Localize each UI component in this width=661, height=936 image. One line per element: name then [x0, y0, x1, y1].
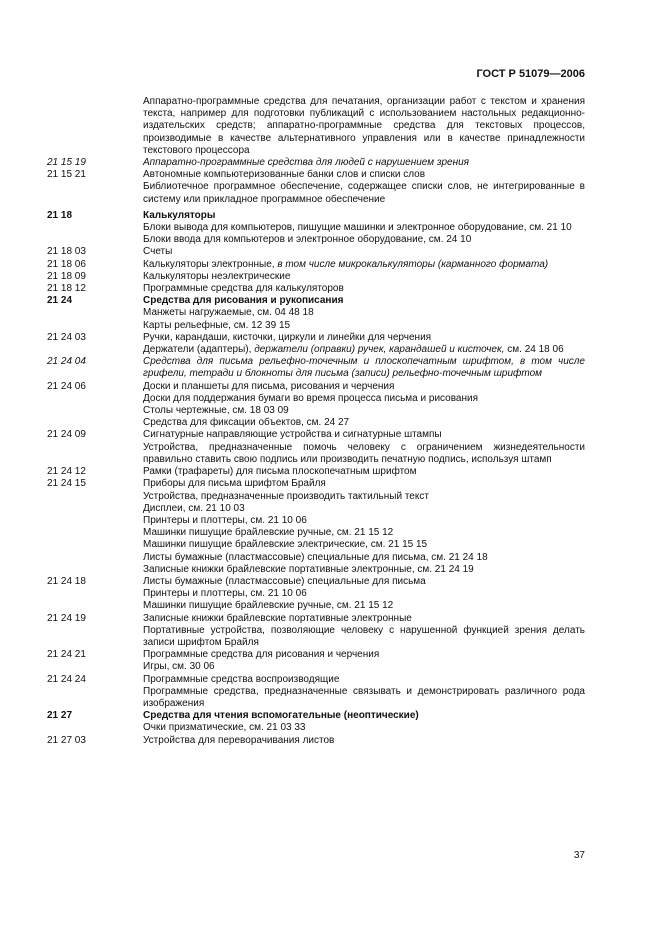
item-text: Портативные устройства, позволяющие человеку с нарушенной функцией зрения делать записи шрифтом Брайля — [143, 624, 585, 648]
item-code: 21 27 03 — [47, 734, 86, 746]
item-code — [47, 417, 143, 429]
list-item — [47, 613, 585, 625]
item-code: 21 18 — [47, 209, 73, 221]
list-item — [47, 381, 585, 393]
list-item — [47, 503, 585, 515]
item-code: 21 24 — [47, 295, 73, 307]
item-code: 21 15 21 — [47, 169, 86, 181]
item-text: Столы чертежные, см. 18 03 09 — [143, 405, 289, 417]
item-code: 21 18 03 — [47, 246, 86, 258]
item-code — [47, 344, 143, 356]
item-text: Приборы для письма шрифтом Брайля — [143, 478, 326, 490]
list-item — [47, 405, 585, 417]
item-text: Средства для чтения вспомогательные (неоптические) — [143, 710, 419, 722]
list-item — [47, 393, 585, 405]
item-code — [47, 307, 143, 319]
item-text: Аппаратно-программные средства для людей с нарушением зрения — [143, 157, 470, 169]
list-item — [47, 222, 585, 234]
list-item — [47, 552, 585, 564]
list-item — [47, 169, 585, 181]
item-code — [47, 320, 143, 332]
item-text: Калькуляторы — [143, 209, 216, 221]
list-item — [47, 491, 585, 503]
item-code — [47, 181, 143, 205]
item-text: Принтеры и плоттеры, см. 21 10 06 — [143, 588, 307, 600]
list-item — [47, 181, 585, 205]
list-item — [47, 234, 585, 246]
item-text: Аппаратно-программные средства для печатания, организации работ с текстом и хранения текста, например для подготовки публикаций с использованием настольных редакционно-издательских средств; аппаратно-программные средства для текстовых процессов, производимые в качестве альтернативного управления или в качестве принадлежности текстового процессора — [143, 96, 585, 156]
item-text: Рамки (трафареты) для письма плоскопечатным шрифтом — [143, 466, 417, 478]
item-code: 21 18 06 — [47, 258, 86, 270]
item-text: Средства для фиксации объектов, см. 24 27 — [143, 417, 350, 429]
item-text: Листы бумажные (пластмассовые) специальные для письма, см. 21 24 18 — [143, 551, 488, 563]
item-code: 21 24 09 — [47, 429, 86, 441]
item-code — [47, 661, 143, 673]
item-text: Машинки пишущие брайлевские электрические, см. 21 15 15 — [143, 539, 428, 551]
item-code — [47, 222, 143, 234]
item-code — [47, 722, 143, 734]
item-code — [47, 552, 143, 564]
list-item — [47, 332, 585, 344]
item-code: 21 27 — [47, 710, 73, 722]
list-item — [47, 539, 585, 551]
item-text: Библиотечное программное обеспечение, содержащее списки слов, не интегрированные в систему или прикладное программное обеспечение — [143, 181, 585, 205]
list-item — [47, 344, 585, 356]
list-item — [47, 307, 585, 319]
item-code — [47, 588, 143, 600]
item-text: Блоки ввода для компьютеров и электронное оборудование, см. 24 10 — [143, 234, 472, 246]
section-heading — [47, 210, 585, 222]
list-item — [47, 686, 585, 710]
item-code — [47, 686, 143, 710]
section-heading — [47, 710, 585, 722]
item-code — [47, 600, 143, 612]
item-text: Доски и планшеты для письма, рисования и черчения — [143, 380, 395, 392]
item-text: Доски для поддержания бумаги во время процесса письма и рисования — [143, 392, 478, 404]
section-heading — [47, 295, 585, 307]
item-text: Ручки, карандаши, кисточки, циркули и линейки для черчения — [143, 331, 432, 343]
list-item — [47, 576, 585, 588]
item-code: 21 18 09 — [47, 270, 86, 282]
list-item — [47, 271, 585, 283]
item-text: Устройства для переворачивания листов — [143, 734, 335, 746]
item-code — [47, 96, 143, 157]
item-text: Очки призматические, см. 21 03 33 — [143, 722, 306, 734]
item-code — [47, 625, 143, 649]
list-item — [47, 588, 585, 600]
list-item — [47, 442, 585, 466]
item-text: Программные средства, предназначенные связывать и демонстрировать различного рода изображения — [143, 685, 585, 709]
item-text: Блоки вывода для компьютеров, пишущие машинки и электронное оборудование, см. 21 10 — [143, 222, 572, 234]
list-item — [47, 259, 585, 271]
item-code: 21 24 12 — [47, 466, 86, 478]
list-item — [47, 478, 585, 490]
item-text: Игры, см. 30 06 — [143, 661, 215, 673]
item-code: 21 18 12 — [47, 283, 86, 295]
item-text: Автономные компьютеризованные банки слов и списки слов — [143, 169, 426, 181]
item-text: Записные книжки брайлевские портативные электронные — [143, 612, 412, 624]
list-item — [47, 283, 585, 295]
item-code — [47, 234, 143, 246]
item-text: Калькуляторы неэлектрические — [143, 270, 291, 282]
list-item — [47, 625, 585, 649]
item-code — [47, 527, 143, 539]
item-code — [47, 442, 143, 466]
item-code: 21 24 15 — [47, 478, 86, 490]
list-item — [47, 320, 585, 332]
item-text: Программные средства воспроизводящие — [143, 673, 340, 685]
item-code: 21 24 03 — [47, 331, 86, 343]
list-item — [47, 246, 585, 258]
item-text: Держатели (адаптеры), держатели (оправки) ручек, карандашей и кисточек, см. 24 18 06 — [143, 344, 564, 356]
item-text: Программные средства для рисования и черчения — [143, 649, 380, 661]
list-item — [47, 96, 585, 157]
item-text: Средства для рисования и рукописания — [143, 295, 344, 307]
list-item — [47, 429, 585, 441]
list-item — [47, 515, 585, 527]
item-code — [47, 491, 143, 503]
page-number: 37 — [573, 850, 585, 861]
item-code: 21 24 24 — [47, 673, 86, 685]
item-code: 21 24 18 — [47, 575, 86, 587]
item-code — [47, 564, 143, 576]
item-code — [47, 503, 143, 515]
item-text: Записные книжки брайлевские портативные электронные, см. 21 24 19 — [143, 563, 474, 575]
item-code: 21 15 19 — [47, 157, 86, 169]
item-code — [47, 539, 143, 551]
item-text: Манжеты нагружаемые, см. 04 48 18 — [143, 307, 314, 319]
list-item — [47, 649, 585, 661]
item-code: 21 24 19 — [47, 612, 86, 624]
item-text: Устройства, предназначенные помочь человеку с ограничением жизнедеятельности правильно ставить свою подпись или производить печатную подпись, используя штамп — [143, 441, 585, 465]
list-item — [47, 417, 585, 429]
item-text: Сигнатурные направляющие устройства и сигнатурные штампы — [143, 429, 442, 441]
item-code — [47, 393, 143, 405]
list-item — [47, 527, 585, 539]
item-text: Принтеры и плоттеры, см. 21 10 06 — [143, 514, 307, 526]
item-text: Счеты — [143, 246, 173, 258]
item-code — [47, 405, 143, 417]
classification-list — [47, 96, 585, 747]
list-item — [47, 722, 585, 734]
item-text: Машинки пишущие брайлевские ручные, см. 21 15 12 — [143, 600, 394, 612]
list-item — [47, 674, 585, 686]
list-item — [47, 600, 585, 612]
item-text: Машинки пишущие брайлевские ручные, см. 21 15 12 — [143, 527, 394, 539]
item-text: Программные средства для калькуляторов — [143, 283, 344, 295]
item-text: Дисплеи, см. 21 10 03 — [143, 502, 245, 514]
list-item — [47, 661, 585, 673]
list-item — [47, 466, 585, 478]
list-item — [47, 564, 585, 576]
document-header: ГОСТ Р 51079—2006 — [476, 68, 585, 80]
item-text: Листы бумажные (пластмассовые) специальные для письма — [143, 575, 426, 587]
list-item — [47, 157, 585, 169]
item-text: Средства для письма рельефно-точечным и плоскопечатным шрифтом, в том числе грифели, тетради и блокноты для письма (записи) рельефно-точечным шрифтом — [143, 356, 585, 380]
item-code: 21 24 21 — [47, 649, 86, 661]
list-item — [47, 356, 585, 380]
item-code — [47, 515, 143, 527]
item-code: 21 24 04 — [47, 356, 86, 368]
item-text: Карты рельефные, см. 12 39 15 — [143, 319, 291, 331]
item-text: Устройства, предназначенные производить тактильный текст — [143, 490, 429, 502]
item-code: 21 24 06 — [47, 380, 86, 392]
list-item — [47, 735, 585, 747]
item-text: Калькуляторы электронные, в том числе микрокалькуляторы (карманного формата) — [143, 258, 549, 270]
